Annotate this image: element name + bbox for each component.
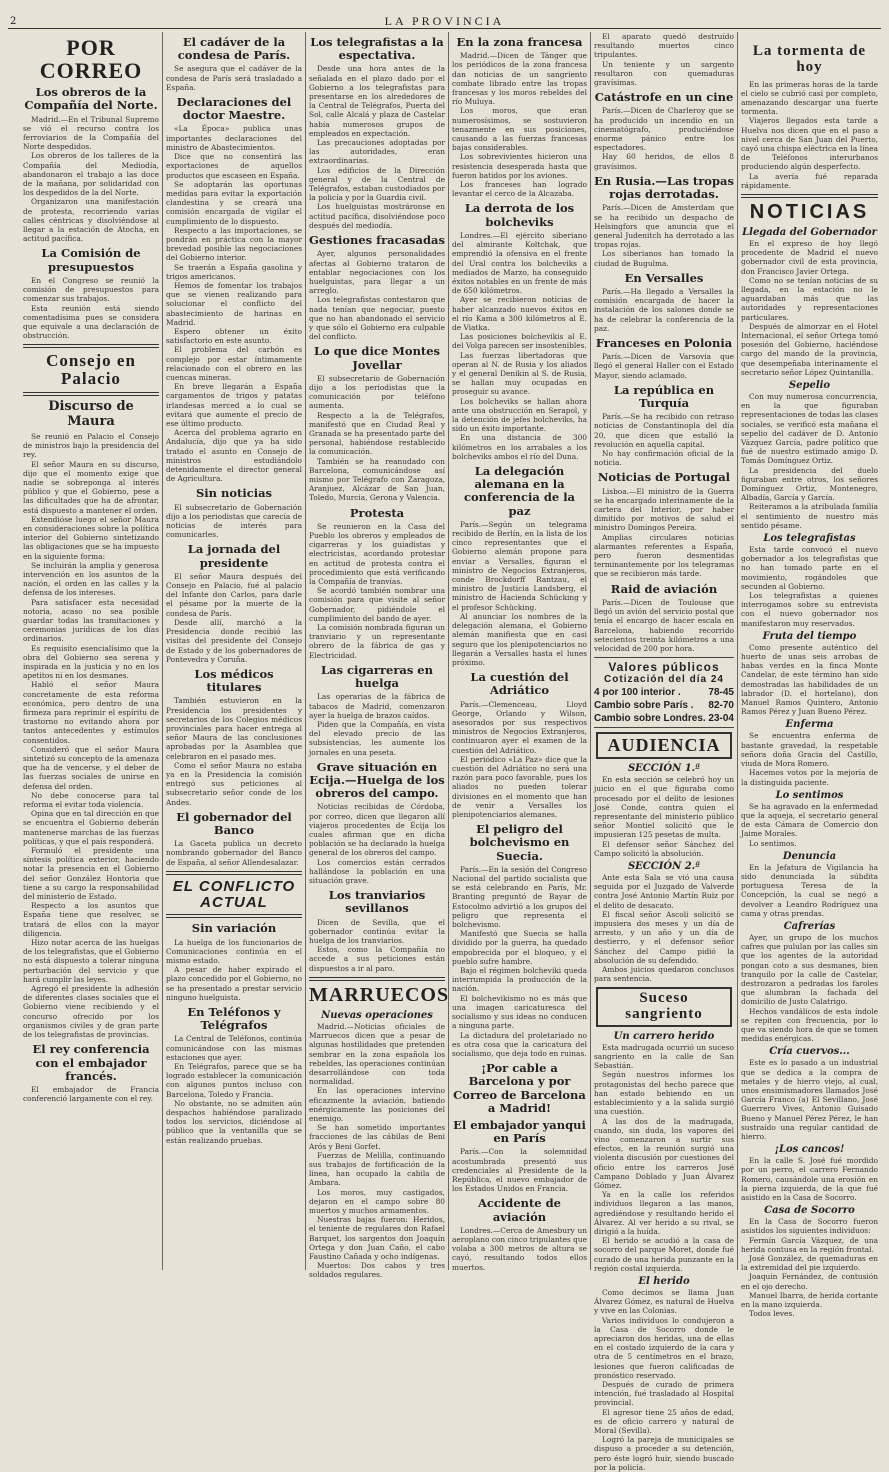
article-title: Los tranviarios sevillanos [328, 888, 426, 916]
section-rule [23, 344, 159, 348]
article-text: Los telegrafistas contestaron que nada tenían que negociar, puesto que no han abandonado el servicio y que sólo el Gobierno era culpable del conflicto. [309, 295, 445, 342]
article-text: Noticias recibidas de Córdoba, por correo, dicen que llegaron allí viajeros procedentes de Écija los cuales afirman que en dicha población se ha declarado la huelga general de los obreros del campo. [309, 802, 445, 858]
article-text: La huelga de los funcionarios de Comunicaciones continúa en el mismo estado. [166, 937, 302, 965]
article-text: No debe conocerse para tal reforma el evitar toda violencia. [23, 790, 159, 810]
article-text: Madrid.—En el Tribunal Supremo se vió el recurso contra los ferroviarios de la Compañía del Norte despedidos. [23, 114, 159, 152]
masthead [0, 0, 889, 30]
article-text: Los siberianos han tomado la ciudad de Bugulma. [594, 249, 734, 268]
article-text: Estos, como la Compañía no accede a sus peticiones están dispuestos a ir al paro. [309, 945, 445, 973]
article-text: En el expreso de hoy llegó procedente de Madrid el nuevo gobernador civil de esta provincia, don Francisco Javier Ortega. [741, 238, 878, 276]
article-text: Hemos de fomentar los trabajos que se vienen realizando para solucionar el conflicto del abastecimiento de harinas en Madrid. [166, 280, 302, 327]
article-text: Opina que en tal dirección en que se encuentra el Gobierno deberán mantenerse marchas de las fuerzas políticas, y que el país responderá. [23, 809, 159, 846]
article-text: Consideró que el señor Maura sintetizó su concepto de la amenaza que ha de vencerse, y el deber de las fuerzas sociales de unirse en defensa del orden. [23, 744, 159, 791]
article-text: El problema del carbón es complejo por estar íntimamente relacionado con el obrero en las cuencas mineras. [166, 345, 302, 382]
article-text: El agresor tiene 25 años de edad, es de oficio carrero y natural de Moral (Sevilla). [594, 1407, 734, 1435]
article-subtitle: Lo sentimos [775, 789, 844, 801]
article-text: Todos leves. [749, 1309, 795, 1319]
quote-row [594, 699, 734, 712]
section-rule [166, 914, 302, 918]
article-title: Sin noticias [195, 486, 273, 501]
article-text: París.—En la sesión del Congreso Nacional del partido socialista que se está celebrando en París, Mr. Branting preguntó de Bayar de Estocolmo advirtió a los grupos del peligro que representa el bolchevismo. [452, 864, 587, 930]
article-text: En la Jefatura de Vigilancia ha sido denunciada la súbdita portuguesa Teresa de la Concepción, la cual se negó a devolver a Leandro Rodríguez una cama y otras prendas. [741, 862, 878, 918]
article-text: Madrid.—Dicen de Tánger que los periódicos de la zona francesa dan noticias de un sangriento combate librado entre las tropas francesas y los moros rebeldes del río Muluya. [452, 51, 587, 107]
article-text: Viajeros llegados esta tarde a Huelva nos dicen que en el paso a nivel cerca de San Juan del Puerto, cayó una chispa eléctrica en la línea de Teléfonos interurbanos produciendo algún desperfecto. [741, 116, 878, 172]
section-headline: La tormenta de hoy [752, 43, 867, 75]
article-text: La presidencia del duelo figuraban entre otros, los señores Domínguez Ortiz, Montenegro, Albadía, García y García. [741, 465, 878, 503]
article-text: En la calle S. José fué mordido por un perro, el carrero Fernando Romero, causándole una erosión en la pierna izquierda, de la que fué asistido en la Casa de Socorro. [741, 1156, 878, 1203]
masthead-rule [8, 28, 881, 29]
article-text: El señor Maura después del Consejo en Palacio, fué al palacio del Infante don Carlos, para darle el pésame por la muerte de la condesa de París. [166, 571, 302, 618]
article-text: En breve llegarán a España cargamentos de trigos y patatas irlandesas merced a lo cual se evitará que aumente el precio de ese último producto. [166, 382, 302, 428]
article-text: José González, de quemaduras en la extremidad del pie izquierdo. [741, 1254, 878, 1273]
article-text: Las precauciones adoptadas por las autoridades, eran extraordinarias. [309, 138, 445, 166]
article-text: Se incluirán la amplia y generosa intervención en los asuntos de la nación, el orden en las calles y la defensa de los intereses. [23, 560, 159, 598]
article-title: Discurso de Maura [48, 399, 134, 429]
article-text: Hechos vandálicos de esta índole se repiten con frecuencia, por lo que va siendo hora de que se tomen medidas enérgicas. [741, 1006, 878, 1044]
article-text: Londres.—El ejército siberiano del almirante Koltchak, que emprendió la ofensiva en el frente del Ural contra los bolcheviks a mediados de Marzo, ha conseguido éxitos notables en un frente de más de 650 kilómetros. [452, 230, 587, 296]
article-subtitle: Cafrerías [783, 920, 836, 932]
column-6 [738, 32, 881, 1319]
quote-value: 23-04 [708, 713, 734, 725]
article-title: Franceses en Polonia [595, 335, 733, 350]
article-text: Con muy numerosa concurrencia, en la que figuraban representaciones de todas las clases sociales, se verificó esta mañana el sepelio del cadáver de D. Antonio Vázquez García, padre político que fué de nuestro estimado amigo D. Tomás Domínguez Ortiz. [741, 391, 879, 466]
article-title: La delegación alemana en la conferencia de la paz [463, 463, 576, 518]
article-text: Ayer, algunos personalidades afectas al Gobierno trataron de entablar negociaciones con los huelguistas, para llegar a un arreglo. [309, 249, 445, 296]
article-text: En esta sección se celebró hoy un juicio en el que figuraba como procesado por el delito de lesiones José Conde, contra quien el representante del ministerio público señor Montiel solicitó que le impusieran 125 pesetas de multa. [594, 775, 734, 840]
article-text: Se reunió en Palacio el Consejo de ministros bajo la presidencia del rey. [23, 431, 159, 460]
article-text: Fermín García Vázquez, de una herida contusa en la región frontal. [741, 1235, 878, 1254]
article-text: No obstante, no se admiten aún despachos habiéndose paralizado todos los servicios, diciéndose al público que la ventanilla que se están realizando pruebas. [166, 1098, 302, 1145]
article-subtitle: Enferma [785, 719, 834, 731]
article-title: La república en Turquía [613, 382, 715, 410]
newspaper-title: LA PROVINCIA [384, 14, 505, 28]
article-title: Los telegrafistas a la espectativa. [310, 35, 444, 63]
article-text: Para satisfacer esta necesidad notoria, acaso no sea posible guardar todas las tramitaciones y ceremonias jurídicas de los días ordinarios. [23, 597, 159, 644]
article-title: Gestiones fracasadas [309, 233, 445, 248]
article-text: Esta reunión está siendo comentadísima pues se considera que equivale a una declaración de obstrucción. [23, 303, 159, 341]
article-subtitle: El herido [638, 1275, 690, 1287]
article-title: La derrota de los bolcheviks [464, 201, 575, 229]
article-text: A pesar de haber expirado el plazo concedido por el Gobierno, no se ha presentado a prestar servicio ninguno huelguista. [166, 965, 302, 1002]
article-text: También se ha reanudado con Barcelona, comunicándose así mismo por Telégrafo con Zaragoza, Aranjuez, Alcázar de San Juan, Toledo, Murcia, Gerona y Valencia. [309, 456, 445, 503]
section-headline: EL CONFLICTO ACTUAL [172, 877, 296, 911]
article-text: Los obreros de los talleres de la Compañía del Mediodía, abandonaron el trabajo a las doce de la mañana, por solidaridad con los despedidos de la del Norte. [23, 151, 159, 198]
section-frame [596, 732, 732, 759]
article-text: Hizo notar acerca de las huelgas de los telegrafistas, que el Gobierno no está dispuesto a tolerar ninguna perturbación del servicio y que hará cumplir las leyes. [23, 938, 159, 984]
article-text: Acerca del problema agrario en Andalucía, dijo que ya ha sido tratado el asunto en Consejo de ministros estudiándolo detenidamente el director general de Agricultura. [166, 428, 302, 484]
article-text: Como el señor Maura no estaba ya en la Presidencia la comisión entregó sus peticiones al subsecretario señor conde de los Andes. [166, 760, 302, 807]
article-title: Las cigarreras en huelga [321, 662, 433, 691]
article-text: Un teniente y un sargento resultaron con quemaduras gravísimas. [594, 59, 734, 88]
article-title: En Teléfonos y Telégrafos [187, 1004, 281, 1033]
article-title: El peligro del bolchevismo en Suecia. [469, 822, 570, 863]
article-title: ¡Por cable a Barcelona y por Correo de Barcelona a Madrid! [453, 1061, 586, 1115]
article-text: Lo sentimos. [749, 838, 797, 848]
article-text: Respecto a las importaciones, se pondrán en práctica con la mayor brevedad posible las negociaciones del Gobierno interior. [166, 225, 302, 263]
article-text: El herido se acudió a la casa de socorro del parque Moret, donde fué curado de una herida punzante en la región costal izquierda. [594, 1236, 734, 1273]
article-text: El periódico «La Paz» dice que la cuestión del Adriático no será una razón para poco favorable, pues los aliados no pueden tolerar divisiones en el momento que han de venir a Versalles los plenipotenciarios alemanes. [452, 754, 587, 819]
article-text: En Telégrafos, parece que se ha logrado establecer la comunicación con algunos puntos incluso con Barcelona, Toledo y Francia. [166, 1062, 302, 1099]
article-text: Al anunciar los nombres de la delegación alemana, el Gobierno alemán manifiesta que en casi seguro que los plenipotenciarios no llegarán a Versalles hasta el lunes próximo. [452, 611, 587, 667]
article-subtitle: Nuevas operaciones [321, 1009, 433, 1021]
article-text: Londres.—Cerca de Amesbury un aeroplano con cinco tripulantes que volaba a 300 metros de altura se cayó, resultando todos ellos muertos. [452, 1225, 587, 1272]
quote-value: 78-45 [708, 687, 734, 699]
article-text: Hacemos votos por la mejoría de la distinguida paciente. [741, 768, 878, 787]
article-text: El aparato quedó destruído resultando muertos cinco tripulantes. [594, 32, 734, 60]
quote-label: Cambio sobre París . [594, 700, 694, 712]
column-2 [163, 32, 305, 1270]
article-text: El fiscal señor Ascoli solicitó se impusiera dos meses y un día de arresto, y un año y un día de destierro, y el defensor señor Sánchez del Campo pidió la absolución de su defendido. [594, 909, 734, 965]
column-3 [306, 32, 450, 1280]
article-text: Los edificios de la Dirección general y de la Central de Telégrafos, estaban custodiados por la policía y por la Guardia civil. [309, 165, 445, 203]
article-text: Como decimos se llama Juan Álvarez Gómez, es natural de Huelva y vive en las Colonias. [594, 1287, 734, 1316]
article-text: Ayer se recibieron noticias de haber alcanzado nuevos éxitos en el río Kama a 300 kilómetros al E. de Viatka. [452, 295, 587, 332]
article-text: Bajo el régimen bolcheviki queda interrumpida la producción de la nación. [452, 966, 587, 994]
article-text: Los moros, muy castigados, dejaron en el campo sobre 80 muertos y muchos armamentos. [309, 1187, 445, 1215]
section-headline: Suceso sangriento [625, 990, 703, 1023]
column-5 [591, 32, 737, 1472]
article-title: Lo que dice Montes Jovellar [313, 344, 441, 372]
article-title: Catástrofe en un cine [594, 90, 734, 105]
article-text: Se han sometido importantes fracciones de las cábilas de Beni Arós y Beni Gorfet. [309, 1123, 445, 1151]
article-subtitle: Denuncia [782, 850, 837, 862]
article-subtitle: Fruta del tiempo [762, 630, 857, 642]
article-text: Manifestó que Suecia se halla dividido por la guerra, ha quedado empobrecida por el bloqueo, y el pueblo sufre hambre. [452, 929, 587, 966]
article-title: Noticias de Portugal [597, 470, 731, 485]
article-text: El señor Maura en su discurso, dijo que el momento exige que nadie se sobreponga al interés público y que el Gobierno, pese a las dificultades que ha de afrontar, está dispuesto a mantener el orden. [23, 459, 159, 515]
article-subtitle: ¡Los cancos! [774, 1144, 845, 1156]
article-title: Sin variación [191, 921, 277, 936]
article-text: París.—Dicen de Toulouse que llegó un avión del servicio postal que tenía el encargo de hacer escala en Barcelona, habiendo recorrido setecientos treinta kilómetros a una velocidad de 200 por hora. [594, 597, 734, 653]
article-text: Los sobrevivientes hicieron una resistencia desesperada hasta que fueron batidos por los aviones. [452, 152, 587, 180]
article-text: En las operaciones intervino eficazmente la aviación, batiendo enérgicamente las posiciones del enemigo. [309, 1086, 445, 1123]
article-text: París.—Ha llegado a Versalles la comisión encargada de hacer la instalación de los salones donde se ha de celebrar la conferencia de la paz. [594, 286, 734, 333]
article-text: Ante esta Sala se vió una causa seguida por el Juzgado de Valverde contra José Antonio Martín Ruiz por el delito de desacato. [594, 872, 734, 910]
section-rule [166, 871, 302, 875]
article-title: El gobernador del Banco [176, 809, 292, 837]
article-text: Reiteramos a la atribulada familia el sentimiento de nuestro más sentido pésame. [741, 502, 878, 530]
article-text: La dictadura del proletariado no es otra cosa que la caricatura del socialismo, que deja todo en ruinas. [452, 1030, 587, 1058]
article-text: Se ha agravado en la enfermedad que la aqueja, el secretario general de esta Cámara de Comercio don Jaime Morales. [741, 801, 878, 839]
column-4 [449, 32, 590, 1270]
article-text: En la Casa de Socorro fueron asistidos los siguientes individuos: [741, 1217, 878, 1236]
article-text: En el Congreso se reunió la comisión de presupuestos para comenzar sus trabajos. [23, 275, 159, 304]
article-text: Esta madrugada ocurrió un suceso sangriento en la calle de San Sebastián. [594, 1042, 734, 1071]
article-title: Accidente de aviación [477, 1196, 561, 1224]
article-text: Se encuentra enferma de bastante gravedad, la respetable señora doña Gracia del Castillo, viuda de Mora Romero. [741, 731, 878, 769]
section-headline: Consejo en Palacio [46, 351, 136, 389]
article-title: Raid de aviación [610, 581, 718, 596]
article-text: Organizaron una manifestación de protesta, recorriendo varias calles céntricas y disolviéndose al llegar a la estación de Atocha, en actitud pacífica. [23, 197, 159, 244]
article-text: El embajador de Francia conferenció largamente con el rey. [23, 1084, 159, 1104]
article-text: Dice que no consentirá las exportaciones de aquellos productos que escaseen en España. [166, 152, 302, 180]
article-text: Los moros, que eran numerosísimos, se sostuvieron tenazmente en sus posiciones, causando a las fuerzas francesas bajas considerables. [452, 106, 587, 153]
quotes-title: Valores públicos [608, 660, 720, 675]
article-subtitle: SECCIÓN 2.ª [627, 860, 701, 872]
article-title: El embajador yanqui en París [453, 1117, 586, 1146]
article-title: El cadáver de la condesa de París. [177, 35, 291, 63]
article-text: Ayer, un grupo de los muchos cafres que pululan por las calles sin que los agentes de la autoridad pongan coto a sus desmanes, bien tranquilo por la calle de Castelar, destrozaron a pedradas los faroles que alumbran la fachada del domicilio de Justo Calatrigo. [741, 932, 878, 1007]
article-text: «La Época» publica unas importantes declaraciones del ministro de Abastecimientos. [166, 124, 302, 152]
article-text: París.—Se ha recibido con retraso noticias de Constantinopla del día 20, que dicen que estalló la revolución en aquella capital. [594, 412, 734, 449]
article-subtitle: Cría cuervos... [769, 1046, 850, 1058]
section-rule [23, 392, 159, 396]
article-text: Extendióse luego el señor Maura en consideraciones sobre la política interior del Gobierno sintetizando las obligaciones que se ha impuesto en la siguiente forma: [23, 514, 159, 561]
article-text: No hay confirmación oficial de la noticia. [594, 449, 734, 468]
article-subtitle: Los telegrafistas [763, 533, 856, 545]
section-headline: NOTICIAS [749, 200, 870, 223]
section-headline: AUDIENCIA [607, 735, 721, 756]
article-text: Nuestras bajas fueron: Heridos, el teniente de regulares don Rafael Barquet, los sargentos don Joaquín Ortega y don Juan Caño, el cabo Faustino Cañada y ocho indígenas. [309, 1215, 445, 1261]
article-text: Se traerán a España gasolina y trigos americanos. [166, 262, 302, 281]
article-text: Las posiciones bolchevikis al E. del Volga parecen ser insostenibles. [452, 332, 587, 351]
article-text: A las dos de la madrugada, cuando, sin duda, los vapores del vino comenzaron a surtir sus efectos, en la reunión surgió una violenta discusión por cuestiones del oficio entre los carreros José Campano Doblado y Juan Álvarez Gómez. [594, 1116, 734, 1190]
article-text: París.—Dicen de Amsterdam que se ha recibido un despacho de Helsingfors que anuncia que el general Judenitch ha derrotado a las tropas rojas. [594, 203, 734, 250]
article-subtitle: Casa de Socorro [764, 1205, 855, 1217]
article-text: Después de curado de primera intención, fué trasladado al Hospital provincial. [594, 1379, 734, 1408]
article-text: Varios individuos lo condujeron a la Casa de Socorro donde le apreciaron dos heridas, una de ellas en el costado izquierdo de la cara y otra de 5 centímetros en el brazo, lesiones que fueron calificadas de pronóstico reservado. [594, 1315, 734, 1380]
article-text: París.—Según un telegrama recibido de Berlín, en la lista de los cinco representantes que el Gobierno alemán propone para enviar a Versalles, figuran el ministro de Negocios Extranjeros, conde Brockdorff Rantzau, el ministro de Justicia Landsberg, el ministro de Hacienda Schücking y el profesor Schücking. [452, 519, 587, 612]
article-text: El bolchevikismo no es más que una imagen caricaturesca del socialismo y sus ideas no conducen a ninguna parte. [452, 993, 587, 1031]
article-text: Desde una hora antes de la señalada en el plazo dado por el Gobierno a los telegrafistas para presentarse en los alrededores de la Central de Telégrafos, Puerta del Sol, calle Alcalá y plaza de Castelar había numerosos grupos de empleados en expectación. [309, 64, 445, 138]
article-text: Los franceses han logrado levantar el cerco de la Alcazaba. [452, 180, 587, 199]
article-text: Ambos juicios quedaron conclusos para sentencia. [594, 964, 734, 984]
article-text: El subsecretario de Gobernación dijo a los periodistas que carecía de noticias de interés para comunicarles. [166, 502, 302, 540]
article-title: La Comisión de presupuestos [41, 246, 141, 274]
article-text: Este es lo pasado a un industrial que se dedica a la compra de metales y de hierro viejo, al cual, unos ensimismadores llamados José García Franco (a) El Sevillano, José Guerrero Vives, Antonio Guisado Bueno y Manuel Pérez Pérez, le han sustraído una regular cantidad de hierro. [741, 1058, 878, 1141]
article-text: Amplias circulares noticias alarmantes referentes a España, pero fueron desmentidas terminantemente por los telegramas que se recibieron más tarde. [594, 532, 734, 579]
article-text: París.—Con la solemnidad acostumbrada presentó sus credenciales al Presidente de la República, el nuevo embajador de los Estados Unidos en Francia. [452, 1147, 587, 1194]
article-text: Los telegrafistas a quienes interrogamos sobre su entrevista con el nuevo gobernador nos manifestaron muy reservados. [741, 591, 878, 628]
article-text: Madrid.—Noticias oficiales de Marruecos dicen que a pesar de algunas hostilidades que pretenden sembrar en la zona española los rebeldes, las operaciones continúan desarrollándose con toda normalidad. [309, 1021, 445, 1087]
article-text: La avería fué reparada rápidamente. [741, 171, 878, 190]
article-text: Fuerzas de Melilla, continuando sus trabajos de fortificación de la línea, han ocupado la cabila de Ambara. [309, 1150, 445, 1188]
article-text: París.—Dicen de Varsovia que llegó el general Haller con el Estado Mayor, siendo aclamado. [594, 352, 734, 380]
article-text: El subsecretario de Gobernación dijo a los periodistas que la comunicación por teléfono aumenta. [309, 373, 445, 411]
article-title: En la zona francesa [456, 35, 583, 49]
article-text: Manuel Ibarra, de herida cortante en la mano izquierda. [741, 1290, 878, 1310]
article-text: Se asegura que el cadáver de la condesa de París será trasladado a España. [166, 64, 302, 92]
article-text: París.—Dicen de Charleroy que se ha producido un incendio en un cinematógrafo, produciéndose enorme pánico entre los espectadores. [594, 106, 734, 153]
article-title: Los obreros de la Compañía del Norte. [24, 85, 158, 113]
article-text: Agregó el presidente la adhesión de diferentes clases sociales que el Gobierno viene recibiendo y el concurso ofrecido por los organismos civiles y de gran parte de los telegrafistas de provincias. [23, 984, 159, 1040]
column-1 [20, 32, 162, 1270]
article-text: La Central de Teléfonos, continúa comunicándose con las mismas estaciones que ayer. [166, 1034, 302, 1062]
article-subtitle: Un carrero herido [613, 1030, 715, 1042]
article-text: Se adoptarán las oportunas medidas para evitar la exportación clandestina y se creará una comisión encargada de vigilar el cumplimiento de lo dispuesto. [166, 179, 302, 226]
article-text: Los bolcheviks se hallan ahora ante una obstrucción en Serapol, y la detención de jefes bolcheviks, ha sido un éxito importante. [452, 396, 587, 434]
article-text: Después de almorzar en el Hotel Internacional, el señor Ortega tomó posesión del Gobierno, haciéndose cargo del mando de la provincia, que desempeñaba interinamente el secretario señor López Quintanilla. [741, 321, 878, 377]
stock-quotes [594, 657, 734, 728]
article-text: Piden que la Compañía, en vista del elevado precio de las subsistencias, les aumente los jornales en una peseta. [309, 719, 445, 757]
article-title: Grave situación en Ecija.—Huelga de los obreros del campo. [309, 759, 445, 801]
article-text: Muertos: Dos cabos y tres soldados regulares. [309, 1261, 445, 1280]
article-text: Los comercios están cerrados hallándose la población en una situación grave. [309, 857, 445, 886]
article-text: Formuló el presidente una síntesis política exterior, haciendo notar la presencia en el Gobierno del señor González Hontoria que tiene a su cargo la responsabilidad del ministerio de Estado. [23, 846, 159, 902]
article-text: Logró la pareja de municipales se dispuso a proceder a su detención, pero éste logró huir, siendo buscado por la policía. [594, 1435, 734, 1472]
article-text: Respecto a los asuntos que España tiene que resolver, se tratará de ellos con la mayor diligencia. [23, 901, 159, 938]
article-subtitle: Sepelio [788, 379, 831, 391]
section-rule [741, 194, 878, 198]
page-number: 2 [10, 16, 17, 27]
article-text: En las primeras horas de la tarde el cielo se cubrió casi por completo, amenazando descargar una fuerte tormenta. [741, 79, 878, 117]
article-subtitle: SECCIÓN 1.ª [627, 763, 701, 775]
article-text: Joaquín Fernández, de contusión en el ojo derecho. [741, 1272, 878, 1291]
article-text: París.—Clemenceau, Lloyd George, Orlando y Wilson, asesorados por sus respectivos ministros de Negocios Extranjeros, continuaron ayer el examen de la cuestión del Adriático. [452, 699, 587, 755]
article-title: Declaraciones del doctor Maestre. [176, 95, 292, 123]
section-frame [596, 987, 732, 1027]
article-text: Se acordó también nombrar una comisión para que visite al señor Gobernador, pidiéndole el cumplimiento del bando de ayer. [309, 586, 445, 623]
article-text: Los huelguistas mostráronse en actitud pacífica, disolviéndose poco después del mediodía. [309, 202, 445, 230]
article-text: También estuvieron en la Presidencia los presidentes y secretarios de los Colegios médicos provinciales para hacer entrega al señor Maura de las conclusiones aprobadas por la Asamblea que celebraron en el pasado mes. [166, 696, 302, 761]
article-text: Se reunieron en la Casa del Pueblo los obreros y empleados de cigarreras y los guiadistas y electricistas, acordando protestar en actitud de protesta contra el procedimiento que está verificando la Compañía de tranvías. [309, 521, 445, 587]
article-title: En Versalles [624, 270, 704, 285]
article-text: Espero obtener un éxito satisfactorio en este asunto. [166, 326, 302, 346]
article-text: Desde allí, marchó a la Presidencia donde recibió las visitas del presidente del Consejo de Estado y de los gobernadores de Pontevedra y Coruña. [166, 617, 302, 664]
article-text: Lisboa.—El ministro de la Guerra se ha encargado interinamente de la cartera del Interior, por haber dimitido por motivos de salud el ministro Domingos Pereira. [594, 486, 734, 533]
article-text: Las fuerzas libertadoras que operan al N. de Rusia y los aliados y el general Denikin al S. de Rusia, se hallan muy ocupadas en proseguir su avance. [452, 350, 587, 397]
article-title: El rey conferencia con el embajador francés. [32, 1042, 150, 1083]
article-text: El defensor señor Sánchez del Campo solicitó la absolución. [594, 839, 734, 858]
article-text: Las operarias de la fábrica de tabacos de Madrid, comenzaron ayer la huelga de brazos caídos. [309, 692, 445, 720]
article-title: La cuestión del Adriático [470, 670, 569, 698]
article-text: Como presente auténtico del huerto de unas seis arrobas de habas verdes en la finca Monte Candelar, de este término han sido demostradas las habilidades de un labrador (D. el hortelano), don Manuel Ramos Quintero, Antonio Ramos Pérez y Juan Bueno Pérez. [741, 642, 878, 717]
article-text: En una distancia de 300 kilómetros en los arrabales a los bolcheviks ambos el río del Duna. [452, 433, 587, 461]
section-headline: POR CORREO [39, 35, 143, 84]
article-text: La comisión nombrada figuran un tranviario y un representante obrero de la fábrica de gas y Electricidad. [309, 623, 445, 660]
quotes-date: Cotización del día 24 [604, 673, 724, 685]
article-text: Ya en la calle los referidos individuos llegaron a las manos, agrediéndose y resultando herido el Álvarez. Al ver herido a su rival, se dirigió a la huída. [594, 1190, 734, 1236]
section-rule [309, 977, 445, 981]
article-title: Protesta [349, 505, 405, 520]
article-text: Esta tarde convocó el nuevo gobernador a los telegrafistas que no han tomado parte en el movimiento, rogándoles que secunden al Gobierno. [741, 545, 878, 591]
quote-value: 82-70 [708, 700, 734, 712]
article-text: Dicen de Sevilla, que el gobernador continúa evitar la huelga de los tranviarios. [309, 917, 445, 946]
quote-label: 4 por 100 interior . [594, 687, 681, 699]
article-text: Según nuestros informes los protagonistas del hecho parece que han estado bebiendo en un establecimiento y a la salida surgió una cuestión. [594, 1070, 734, 1117]
article-title: Los médicos titulares [194, 666, 274, 695]
article-text: La Gaceta publica un decreto nombrando gobernador del Banco de España, al señor Allendesalazar. [166, 839, 302, 867]
quote-label: Cambio sobre Londres. [594, 713, 706, 725]
article-text: Como no se tenían noticias de su llegada, en la estación no le aguardaban más que las autoridades y representaciones particulares. [741, 275, 878, 322]
section-headline: MARRUECOS [309, 983, 450, 1006]
quote-row [594, 712, 734, 725]
article-text: Es requisito esencialísimo que la obra del Gobierno sea serena y inspirada en la justicia y no en los apetitos ni en los desmanes. [23, 643, 159, 681]
article-text: Respecto a la de Telégrafos, manifestó que en Ciudad Real y Granada se ha presentado parte del personal, habiéndose restablecido la comunicación. [309, 410, 445, 457]
article-text: Hay 60 heridos, de ellos 8 gravísimos. [594, 152, 734, 171]
quote-row [594, 686, 734, 699]
article-title: En Rusia.—Las tropas rojas derrotadas. [594, 173, 734, 202]
article-text: Habló el señor Maura concretamente de esta reforma económica, pero dentro de una firmeza para reprimir el espíritu de trastorno no evitando ahora por tantos antecedentes y estímulos consentidos. [23, 680, 159, 745]
article-title: La jornada del presidente [187, 542, 281, 570]
article-subtitle: Llegada del Gobernador [742, 226, 877, 238]
